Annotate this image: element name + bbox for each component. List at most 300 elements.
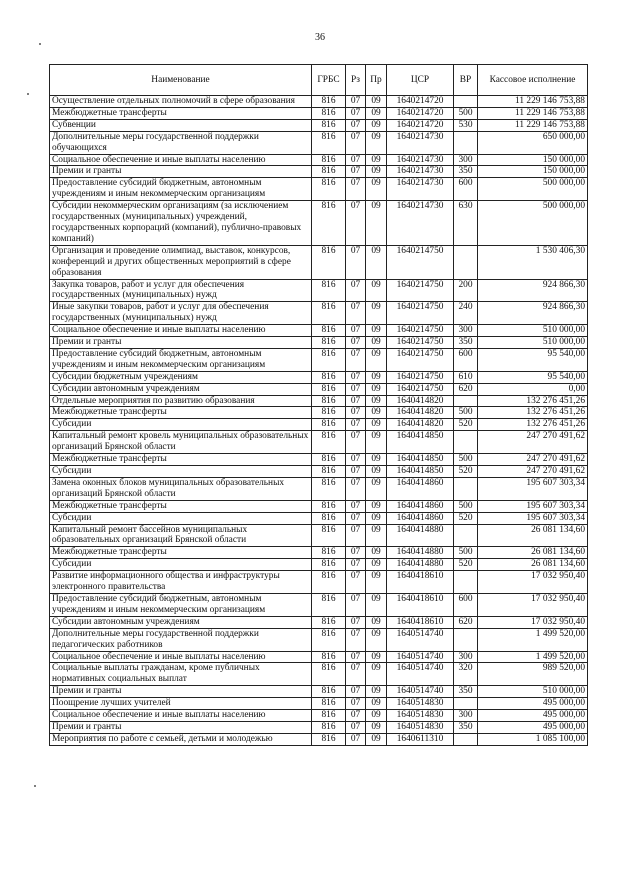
cell-amount: 95 540,00	[478, 348, 588, 371]
cell-csr: 1640214720	[387, 107, 454, 119]
cell-vr: 600	[454, 348, 478, 371]
cell-rz: 07	[346, 107, 366, 119]
cell-csr: 1640414820	[387, 395, 454, 407]
cell-pr: 09	[366, 454, 387, 466]
cell-vr	[454, 733, 478, 745]
cell-rz: 07	[346, 154, 366, 166]
cell-pr: 09	[366, 119, 387, 131]
cell-vr	[454, 477, 478, 500]
cell-rz: 07	[346, 571, 366, 594]
cell-amount: 510 000,00	[478, 686, 588, 698]
cell-vr: 520	[454, 466, 478, 478]
table-row	[50, 721, 588, 733]
cell-amount: 989 520,00	[478, 663, 588, 686]
table-row	[50, 616, 588, 628]
cell-vr: 350	[454, 721, 478, 733]
cell-amount: 510 000,00	[478, 337, 588, 349]
cell-pr: 09	[366, 96, 387, 108]
cell-amount: 11 229 146 753,88	[478, 107, 588, 119]
cell-vr: 350	[454, 686, 478, 698]
cell-grbs: 816	[312, 593, 346, 616]
cell-rz: 07	[346, 466, 366, 478]
table-header-row	[50, 65, 588, 96]
table-row	[50, 571, 588, 594]
cell-csr: 1640418610	[387, 571, 454, 594]
table-row	[50, 337, 588, 349]
cell-pr: 09	[366, 628, 387, 651]
cell-pr: 09	[366, 524, 387, 547]
cell-grbs: 816	[312, 407, 346, 419]
table-row	[50, 524, 588, 547]
cell-grbs: 816	[312, 96, 346, 108]
cell-pr: 09	[366, 477, 387, 500]
cell-amount: 495 000,00	[478, 710, 588, 722]
cell-rz: 07	[346, 524, 366, 547]
table-row	[50, 477, 588, 500]
cell-csr: 1640414860	[387, 477, 454, 500]
cell-vr: 300	[454, 154, 478, 166]
table-row	[50, 371, 588, 383]
table-row	[50, 431, 588, 454]
cell-name: Межбюджетные трансферты	[50, 454, 312, 466]
cell-vr: 600	[454, 178, 478, 201]
cell-grbs: 816	[312, 119, 346, 131]
table-row	[50, 593, 588, 616]
cell-csr: 1640414820	[387, 407, 454, 419]
cell-csr: 1640514740	[387, 663, 454, 686]
cell-amount: 26 081 134,60	[478, 547, 588, 559]
cell-pr: 09	[366, 302, 387, 325]
header-name: Наименование	[50, 65, 312, 96]
cell-name: Субсидии автономным учреждениям	[50, 616, 312, 628]
table-row	[50, 302, 588, 325]
cell-amount: 17 032 950,40	[478, 571, 588, 594]
cell-amount: 132 276 451,26	[478, 395, 588, 407]
cell-csr: 1640514830	[387, 698, 454, 710]
cell-pr: 09	[366, 245, 387, 279]
cell-csr: 1640214730	[387, 178, 454, 201]
cell-grbs: 816	[312, 166, 346, 178]
cell-pr: 09	[366, 651, 387, 663]
cell-rz: 07	[346, 348, 366, 371]
cell-vr	[454, 571, 478, 594]
cell-csr: 1640214750	[387, 302, 454, 325]
scan-speck	[39, 43, 41, 45]
table-row	[50, 710, 588, 722]
cell-grbs: 816	[312, 302, 346, 325]
table-row	[50, 96, 588, 108]
cell-csr: 1640414820	[387, 419, 454, 431]
cell-grbs: 816	[312, 686, 346, 698]
cell-name: Премии и гранты	[50, 721, 312, 733]
cell-csr: 1640514830	[387, 710, 454, 722]
cell-vr: 320	[454, 663, 478, 686]
cell-grbs: 816	[312, 512, 346, 524]
cell-grbs: 816	[312, 371, 346, 383]
cell-amount: 500 000,00	[478, 178, 588, 201]
cell-csr: 1640214730	[387, 166, 454, 178]
cell-csr: 1640414850	[387, 466, 454, 478]
cell-vr: 520	[454, 419, 478, 431]
cell-name: Премии и гранты	[50, 166, 312, 178]
cell-rz: 07	[346, 663, 366, 686]
cell-grbs: 816	[312, 419, 346, 431]
header-csr: ЦСР	[387, 65, 454, 96]
cell-grbs: 816	[312, 547, 346, 559]
cell-amount: 150 000,00	[478, 166, 588, 178]
cell-vr: 520	[454, 559, 478, 571]
cell-amount: 495 000,00	[478, 721, 588, 733]
cell-rz: 07	[346, 302, 366, 325]
cell-rz: 07	[346, 651, 366, 663]
cell-rz: 07	[346, 710, 366, 722]
cell-amount: 1 499 520,00	[478, 651, 588, 663]
cell-csr: 1640414880	[387, 547, 454, 559]
cell-pr: 09	[366, 431, 387, 454]
cell-pr: 09	[366, 395, 387, 407]
cell-vr: 610	[454, 371, 478, 383]
cell-name: Капитальный ремонт кровель муниципальных образовательных организаций Брянской области	[50, 431, 312, 454]
cell-rz: 07	[346, 721, 366, 733]
cell-name: Межбюджетные трансферты	[50, 107, 312, 119]
cell-rz: 07	[346, 477, 366, 500]
cell-vr: 630	[454, 201, 478, 246]
cell-amount: 495 000,00	[478, 698, 588, 710]
cell-amount: 1 085 100,00	[478, 733, 588, 745]
cell-csr: 1640214730	[387, 131, 454, 154]
cell-csr: 1640214720	[387, 119, 454, 131]
cell-csr: 1640214750	[387, 348, 454, 371]
cell-name: Субсидии некоммерческим организациям (за исключением государственных (муниципальных) учреждений, государственных корпораций (компаний), публично-правовых компаний)	[50, 201, 312, 246]
cell-csr: 1640514740	[387, 628, 454, 651]
cell-pr: 09	[366, 547, 387, 559]
cell-vr: 300	[454, 325, 478, 337]
cell-rz: 07	[346, 166, 366, 178]
cell-rz: 07	[346, 512, 366, 524]
cell-rz: 07	[346, 395, 366, 407]
cell-pr: 09	[366, 721, 387, 733]
table-row	[50, 201, 588, 246]
table-row	[50, 686, 588, 698]
cell-amount: 195 607 303,34	[478, 512, 588, 524]
cell-grbs: 816	[312, 710, 346, 722]
cell-vr	[454, 96, 478, 108]
cell-vr	[454, 524, 478, 547]
cell-name: Предоставление субсидий бюджетным, автономным учреждениям и иным некоммерческим организациям	[50, 348, 312, 371]
cell-name: Субсидии	[50, 512, 312, 524]
cell-pr: 09	[366, 154, 387, 166]
cell-csr: 1640514740	[387, 651, 454, 663]
cell-name: Иные закупки товаров, работ и услуг для обеспечения государственных (муниципальных) нужд	[50, 302, 312, 325]
cell-amount: 26 081 134,60	[478, 524, 588, 547]
cell-name: Осуществление отдельных полномочий в сфере образования	[50, 96, 312, 108]
cell-csr: 1640214750	[387, 325, 454, 337]
cell-grbs: 816	[312, 154, 346, 166]
header-vr: ВР	[454, 65, 478, 96]
cell-grbs: 816	[312, 500, 346, 512]
header-grbs: ГРБС	[312, 65, 346, 96]
header-rz: Рз	[346, 65, 366, 96]
cell-grbs: 816	[312, 698, 346, 710]
cell-pr: 09	[366, 166, 387, 178]
cell-pr: 09	[366, 698, 387, 710]
cell-name: Межбюджетные трансферты	[50, 407, 312, 419]
cell-rz: 07	[346, 733, 366, 745]
table-row	[50, 466, 588, 478]
cell-pr: 09	[366, 383, 387, 395]
cell-name: Премии и гранты	[50, 686, 312, 698]
table-row	[50, 154, 588, 166]
cell-grbs: 816	[312, 245, 346, 279]
table-row	[50, 663, 588, 686]
cell-pr: 09	[366, 466, 387, 478]
cell-name: Межбюджетные трансферты	[50, 500, 312, 512]
cell-vr: 240	[454, 302, 478, 325]
cell-amount: 510 000,00	[478, 325, 588, 337]
cell-vr: 500	[454, 547, 478, 559]
cell-amount: 500 000,00	[478, 201, 588, 246]
cell-vr: 620	[454, 383, 478, 395]
cell-vr: 300	[454, 710, 478, 722]
cell-grbs: 816	[312, 431, 346, 454]
cell-grbs: 816	[312, 571, 346, 594]
cell-vr: 530	[454, 119, 478, 131]
table-row	[50, 395, 588, 407]
cell-amount: 924 866,30	[478, 302, 588, 325]
cell-pr: 09	[366, 178, 387, 201]
cell-vr: 500	[454, 500, 478, 512]
cell-rz: 07	[346, 431, 366, 454]
budget-execution-table	[49, 64, 588, 746]
cell-csr: 1640611310	[387, 733, 454, 745]
table-row	[50, 325, 588, 337]
cell-amount: 26 081 134,60	[478, 559, 588, 571]
cell-vr	[454, 698, 478, 710]
cell-name: Премии и гранты	[50, 337, 312, 349]
cell-name: Социальные выплаты гражданам, кроме публичных нормативных социальных выплат	[50, 663, 312, 686]
cell-name: Развитие информационного общества и инфраструктуры электронного правительства	[50, 571, 312, 594]
cell-pr: 09	[366, 325, 387, 337]
table-row	[50, 407, 588, 419]
cell-amount: 17 032 950,40	[478, 593, 588, 616]
cell-pr: 09	[366, 500, 387, 512]
cell-vr: 520	[454, 512, 478, 524]
cell-grbs: 816	[312, 279, 346, 302]
cell-vr: 350	[454, 337, 478, 349]
table-row	[50, 698, 588, 710]
cell-rz: 07	[346, 628, 366, 651]
table-row	[50, 178, 588, 201]
cell-name: Субсидии автономным учреждениям	[50, 383, 312, 395]
cell-rz: 07	[346, 337, 366, 349]
cell-csr: 1640414860	[387, 512, 454, 524]
table-row	[50, 131, 588, 154]
cell-csr: 1640214750	[387, 337, 454, 349]
cell-pr: 09	[366, 593, 387, 616]
cell-vr: 500	[454, 454, 478, 466]
cell-csr: 1640214750	[387, 279, 454, 302]
table-row	[50, 383, 588, 395]
cell-amount: 150 000,00	[478, 154, 588, 166]
cell-amount: 195 607 303,34	[478, 477, 588, 500]
header-amount: Кассовое исполнение	[478, 65, 588, 96]
cell-rz: 07	[346, 547, 366, 559]
cell-rz: 07	[346, 96, 366, 108]
cell-name: Социальное обеспечение и иные выплаты населению	[50, 651, 312, 663]
cell-pr: 09	[366, 559, 387, 571]
cell-amount: 1 530 406,30	[478, 245, 588, 279]
cell-name: Субвенции	[50, 119, 312, 131]
cell-csr: 1640414860	[387, 500, 454, 512]
cell-pr: 09	[366, 419, 387, 431]
cell-csr: 1640214750	[387, 383, 454, 395]
cell-pr: 09	[366, 407, 387, 419]
cell-amount: 11 229 146 753,88	[478, 119, 588, 131]
cell-csr: 1640414850	[387, 454, 454, 466]
cell-name: Межбюджетные трансферты	[50, 547, 312, 559]
cell-vr: 200	[454, 279, 478, 302]
cell-pr: 09	[366, 733, 387, 745]
cell-amount: 17 032 950,40	[478, 616, 588, 628]
cell-name: Поощрение лучших учителей	[50, 698, 312, 710]
table-row	[50, 166, 588, 178]
table-body	[50, 96, 588, 746]
cell-name: Замена оконных блоков муниципальных образовательных организаций Брянской области	[50, 477, 312, 500]
cell-name: Субсидии бюджетным учреждениям	[50, 371, 312, 383]
cell-amount: 247 270 491,62	[478, 454, 588, 466]
cell-grbs: 816	[312, 325, 346, 337]
table-row	[50, 107, 588, 119]
cell-pr: 09	[366, 371, 387, 383]
cell-csr: 1640214750	[387, 245, 454, 279]
cell-grbs: 816	[312, 201, 346, 246]
cell-pr: 09	[366, 571, 387, 594]
cell-vr	[454, 628, 478, 651]
cell-rz: 07	[346, 593, 366, 616]
cell-grbs: 816	[312, 131, 346, 154]
cell-csr: 1640414880	[387, 524, 454, 547]
cell-vr: 350	[454, 166, 478, 178]
table-row	[50, 279, 588, 302]
cell-pr: 09	[366, 131, 387, 154]
cell-name: Субсидии	[50, 466, 312, 478]
cell-grbs: 816	[312, 383, 346, 395]
cell-csr: 1640214750	[387, 371, 454, 383]
cell-name: Социальное обеспечение и иные выплаты населению	[50, 710, 312, 722]
cell-name: Отдельные мероприятия по развитию образования	[50, 395, 312, 407]
cell-grbs: 816	[312, 337, 346, 349]
cell-rz: 07	[346, 279, 366, 302]
cell-grbs: 816	[312, 466, 346, 478]
table-row	[50, 547, 588, 559]
cell-pr: 09	[366, 107, 387, 119]
cell-name: Субсидии	[50, 559, 312, 571]
cell-pr: 09	[366, 663, 387, 686]
cell-rz: 07	[346, 371, 366, 383]
page-number: 36	[315, 32, 325, 43]
table-row	[50, 733, 588, 745]
cell-grbs: 816	[312, 395, 346, 407]
cell-rz: 07	[346, 616, 366, 628]
cell-grbs: 816	[312, 628, 346, 651]
cell-name: Социальное обеспечение и иные выплаты населению	[50, 325, 312, 337]
cell-csr: 1640214730	[387, 201, 454, 246]
cell-vr	[454, 131, 478, 154]
cell-amount: 11 229 146 753,88	[478, 96, 588, 108]
cell-name: Социальное обеспечение и иные выплаты населению	[50, 154, 312, 166]
cell-amount: 0,00	[478, 383, 588, 395]
cell-pr: 09	[366, 710, 387, 722]
cell-amount: 95 540,00	[478, 371, 588, 383]
scan-speck	[34, 785, 36, 787]
table-row	[50, 454, 588, 466]
cell-vr: 500	[454, 407, 478, 419]
cell-amount: 247 270 491,62	[478, 431, 588, 454]
cell-vr	[454, 431, 478, 454]
scan-speck	[27, 93, 29, 95]
cell-pr: 09	[366, 686, 387, 698]
table-row	[50, 651, 588, 663]
cell-grbs: 816	[312, 178, 346, 201]
cell-grbs: 816	[312, 477, 346, 500]
cell-grbs: 816	[312, 524, 346, 547]
cell-grbs: 816	[312, 651, 346, 663]
cell-rz: 07	[346, 119, 366, 131]
cell-rz: 07	[346, 419, 366, 431]
table-row	[50, 348, 588, 371]
cell-pr: 09	[366, 337, 387, 349]
cell-csr: 1640418610	[387, 616, 454, 628]
cell-name: Субсидии	[50, 419, 312, 431]
cell-rz: 07	[346, 201, 366, 246]
cell-vr: 620	[454, 616, 478, 628]
cell-rz: 07	[346, 559, 366, 571]
cell-pr: 09	[366, 201, 387, 246]
cell-name: Предоставление субсидий бюджетным, автономным учреждениям и иным некоммерческим организациям	[50, 178, 312, 201]
cell-name: Закупка товаров, работ и услуг для обеспечения государственных (муниципальных) нужд	[50, 279, 312, 302]
cell-amount: 924 866,30	[478, 279, 588, 302]
cell-grbs: 816	[312, 454, 346, 466]
cell-rz: 07	[346, 454, 366, 466]
cell-rz: 07	[346, 245, 366, 279]
cell-grbs: 816	[312, 107, 346, 119]
cell-pr: 09	[366, 616, 387, 628]
cell-amount: 247 270 491,62	[478, 466, 588, 478]
table-row	[50, 500, 588, 512]
table-row	[50, 245, 588, 279]
cell-pr: 09	[366, 348, 387, 371]
table-row	[50, 512, 588, 524]
cell-name: Капитальный ремонт бассейнов муниципальных образовательных организаций Брянской области	[50, 524, 312, 547]
cell-pr: 09	[366, 512, 387, 524]
cell-vr: 300	[454, 651, 478, 663]
cell-csr: 1640414850	[387, 431, 454, 454]
cell-rz: 07	[346, 178, 366, 201]
cell-grbs: 816	[312, 721, 346, 733]
cell-csr: 1640214730	[387, 154, 454, 166]
cell-name: Предоставление субсидий бюджетным, автономным учреждениям и иным некоммерческим организациям	[50, 593, 312, 616]
cell-grbs: 816	[312, 663, 346, 686]
cell-name: Организация и проведение олимпиад, выставок, конкурсов, конференций и других общественных мероприятий в сфере образования	[50, 245, 312, 279]
cell-amount: 132 276 451,26	[478, 407, 588, 419]
cell-name: Дополнительные меры государственной поддержки обучающихся	[50, 131, 312, 154]
cell-vr	[454, 245, 478, 279]
table-row	[50, 419, 588, 431]
cell-name: Дополнительные меры государственной поддержки педагогических работников	[50, 628, 312, 651]
cell-grbs: 816	[312, 616, 346, 628]
cell-csr: 1640514740	[387, 686, 454, 698]
table-row	[50, 559, 588, 571]
